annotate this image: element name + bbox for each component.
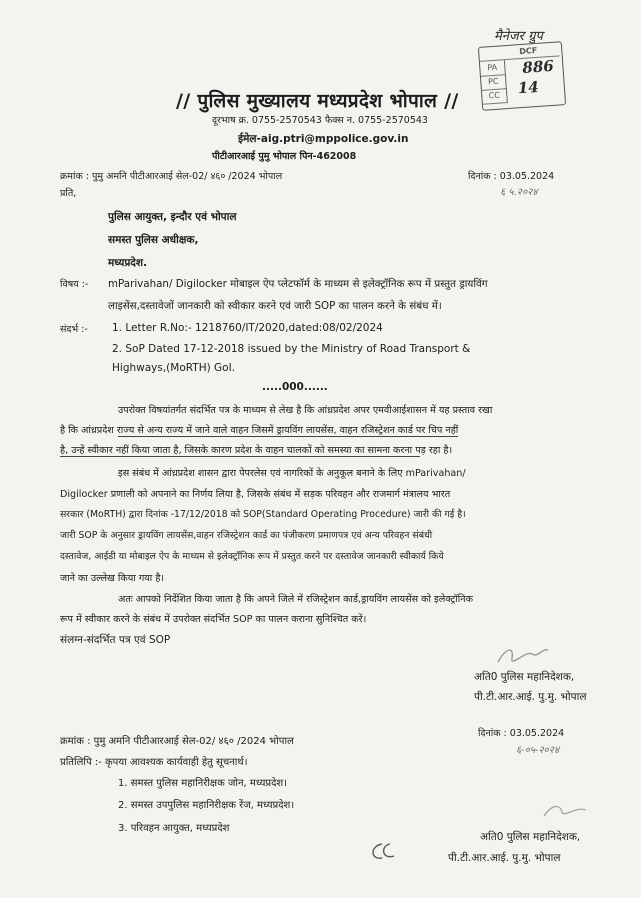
- signature-mark-2: [368, 838, 402, 864]
- signature-mark-3: [540, 800, 590, 822]
- enclosure: संलग्न-संदर्भित पत्र एवं SOP: [60, 634, 171, 646]
- stamp-date: 14: [517, 77, 540, 98]
- para1-line-2: है कि आंध्रप्रदेश राज्य से अन्य राज्य में जाने वाले वाहन जिसमें ड्रायविंग लायसेंस, वाहन रजिस्ट्रेशन कार्ड पर चिप नहीं: [60, 425, 459, 436]
- top-handwritten-note: मैनेजर ग्रुप: [494, 29, 543, 44]
- copy-label: प्रतिलिपि :- कृपया आवश्यक कार्यवाही हेतु सूचनार्थ।: [60, 757, 248, 768]
- signature2-designation: अति0 पुलिस महानिदेशक,: [480, 831, 581, 843]
- signature-mark-1: [492, 640, 552, 672]
- reference-item-2b: Highways,(MoRTH) GoI.: [112, 362, 236, 374]
- copy-letter-number: क्रमांक : पुमु अमनि पीटीआरआई सेल-02/ ४६० /2024 भोपाल: [60, 736, 294, 747]
- signature1-office: पी.टी.आर.आई. पु.मु. भोपाल: [474, 691, 587, 703]
- to-label: प्रति,: [60, 188, 77, 199]
- signature2-office: पी.टी.आर.आई. पु.मु. भोपाल: [448, 852, 561, 864]
- subject-label: विषय :-: [60, 279, 89, 290]
- signature1-designation: अति0 पुलिस महानिदेशक,: [474, 671, 575, 683]
- letter-date-handwritten: ६ ५.२०२४: [500, 187, 538, 198]
- copy-date: दिनांक : 03.05.2024: [478, 728, 565, 739]
- letterhead-address: पीटीआरआई पुमु भोपाल पिन-462008: [212, 151, 357, 162]
- para3-line-2: रूप में स्वीकार करने के संबंध में उपरोक्त संदर्भित SOP का पालन कराना सुनिश्चित करें।: [60, 614, 367, 625]
- underline-2: [60, 456, 420, 457]
- subject-line-2: लाइसेंस,दस्तावेजों जानकारी को स्वीकार करने एवं जारी SOP का पालन करने के संबंध में।: [108, 300, 442, 312]
- para2-line-2: Digilocker प्रणाली को अपनाने का निर्णय लिया है, जिसके संबंध में सड़क परिवहन और राजमार्ग मंत्रालय भारत: [60, 489, 451, 500]
- stamp-label-dcf: DCF: [479, 42, 560, 62]
- para2-line-4: जारी SOP के अनुसार ड्रायविंग लायसेंस,वाहन रजिस्ट्रेशन कार्ड का पंजीकरण प्रमाणपत्र एवं अन्य परिवहन संबंधी: [60, 530, 433, 541]
- para2-line-5: दस्तावेज, आईडी या मोबाइल ऐप के माध्यम से इलेक्ट्रॉनिक रूप में प्रस्तुत करने पर दस्तावेज जानकारी स्वीकार्य किये: [60, 551, 444, 562]
- reference-item-1: 1. Letter R.No:- 1218760/IT/2020,dated:08/02/2024: [112, 322, 383, 334]
- to-line-3: मध्यप्रदेश.: [108, 257, 147, 269]
- letterhead-title: // पुलिस मुख्यालय मध्यप्रदेश भोपाल //: [176, 90, 459, 112]
- subject-line-1: mParivahan/ Digilocker मोबाइल ऐप प्लेटफॉर्म के माध्यम से इलेक्ट्रॉनिक रूप में प्रस्तुत ड्रायविंग: [108, 278, 488, 290]
- separator: .....000......: [262, 381, 328, 393]
- stamp-label-cc: CC: [482, 88, 508, 105]
- letterhead-phone: दूरभाष क्र. 0755-2570543 फैक्स न. 0755-2570543: [212, 115, 428, 126]
- underline-1: [118, 436, 458, 437]
- stamp-label-pa: PA: [480, 60, 506, 77]
- letter-number: क्रमांक : पुमु अमनि पीटीआरआई सेल-02/ ४६० /2024 भोपाल: [60, 171, 283, 182]
- copy-date-handwritten: ६-०५-२०२४: [516, 745, 560, 756]
- to-line-2: समस्त पुलिस अधीक्षक,: [108, 234, 199, 246]
- stamp-number: 886: [521, 56, 555, 77]
- reference-item-2a: 2. SoP Dated 17-12-2018 issued by the Ministry of Road Transport &: [112, 343, 471, 355]
- copy-item-3: 3. परिवहन आयुक्त, मध्यप्रदेश: [118, 823, 230, 834]
- receipt-stamp: [478, 41, 566, 111]
- letterhead-email: ईमेल-aig.ptri@mppolice.gov.in: [238, 133, 409, 145]
- para1-line-1: उपरोक्त विषयांतर्गत संदर्भित पत्र के माध्यम से लेख है कि आंध्रप्रदेश अपर एमवीआईशासन में यह प्रस्ताव रखा: [118, 405, 493, 416]
- to-line-1: पुलिस आयुक्त, इन्दौर एवं भोपाल: [108, 211, 237, 223]
- letter-date: दिनांक : 03.05.2024: [468, 171, 555, 182]
- para3-line-1: अतः आपको निर्देशित किया जाता है कि अपने जिले में रजिस्ट्रेशन कार्ड,ड्रायविंग लायसेंस को इलेक्ट्रॉनिक: [118, 594, 473, 605]
- para2-line-1: इस संबंध में आंध्रप्रदेश शासन द्वारा पेपरलेस एवं नागरिकों के अनुकूल बनाने के लिए mParivahan/: [118, 468, 466, 479]
- reference-label: संदर्भ :-: [60, 324, 88, 335]
- copy-item-2: 2. समस्त उपपुलिस महानिरीक्षक रेंज, मध्यप्रदेश।: [118, 800, 295, 811]
- stamp-label-pc: PC: [481, 74, 507, 91]
- para2-line-3: सरकार (MoRTH) द्वारा दिनांक -17/12/2018 को SOP(Standard Operating Procedure) जारी की गई है।: [60, 509, 466, 520]
- copy-item-1: 1. समस्त पुलिस महानिरीक्षक जोन, मध्यप्रदेश।: [118, 778, 287, 789]
- para2-line-6: जाने का उल्लेख किया गया है।: [60, 573, 165, 584]
- para1-line-3: है, उन्हें स्वीकार नहीं किया जाता है, जिसके कारण प्रदेश के वाहन चालकों को समस्या का सामना करना पड़ रहा है।: [60, 445, 453, 456]
